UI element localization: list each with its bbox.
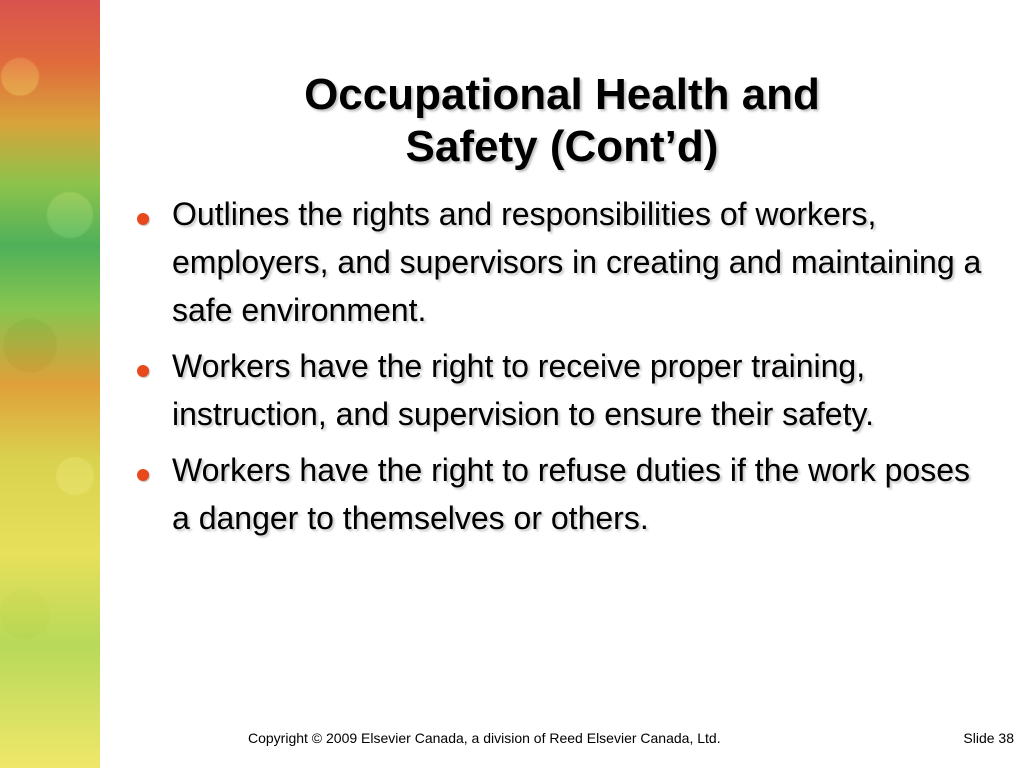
bullet-dot-icon	[137, 469, 149, 481]
slide-footer	[100, 730, 1024, 750]
copyright-text: Copyright © 2009 Elsevier Canada, a division of Reed Elsevier Canada, Ltd.	[248, 730, 721, 746]
bullet-list	[130, 190, 990, 550]
bullet-item	[130, 190, 990, 334]
bullet-item	[130, 446, 990, 542]
stripe-texture	[0, 0, 100, 768]
bullet-dot-icon	[137, 365, 149, 377]
bullet-item	[130, 342, 990, 438]
slide-title-line-2: Safety (Cont’d)	[405, 122, 719, 172]
bullet-text: Workers have the right to receive proper training, instruction, and supervision to ensure their safety.	[172, 348, 874, 432]
slide-title-line-1: Occupational Health and	[304, 70, 820, 120]
bullet-text: Workers have the right to refuse duties if the work poses a danger to themselves or others.	[172, 452, 971, 536]
bullet-dot-icon	[137, 213, 149, 225]
bullet-text: Outlines the rights and responsibilities of workers, employers, and supervisors in creating and maintaining a safe environment.	[172, 196, 982, 328]
slide-number: Slide 38	[963, 730, 1014, 746]
slide-title	[100, 69, 1024, 173]
